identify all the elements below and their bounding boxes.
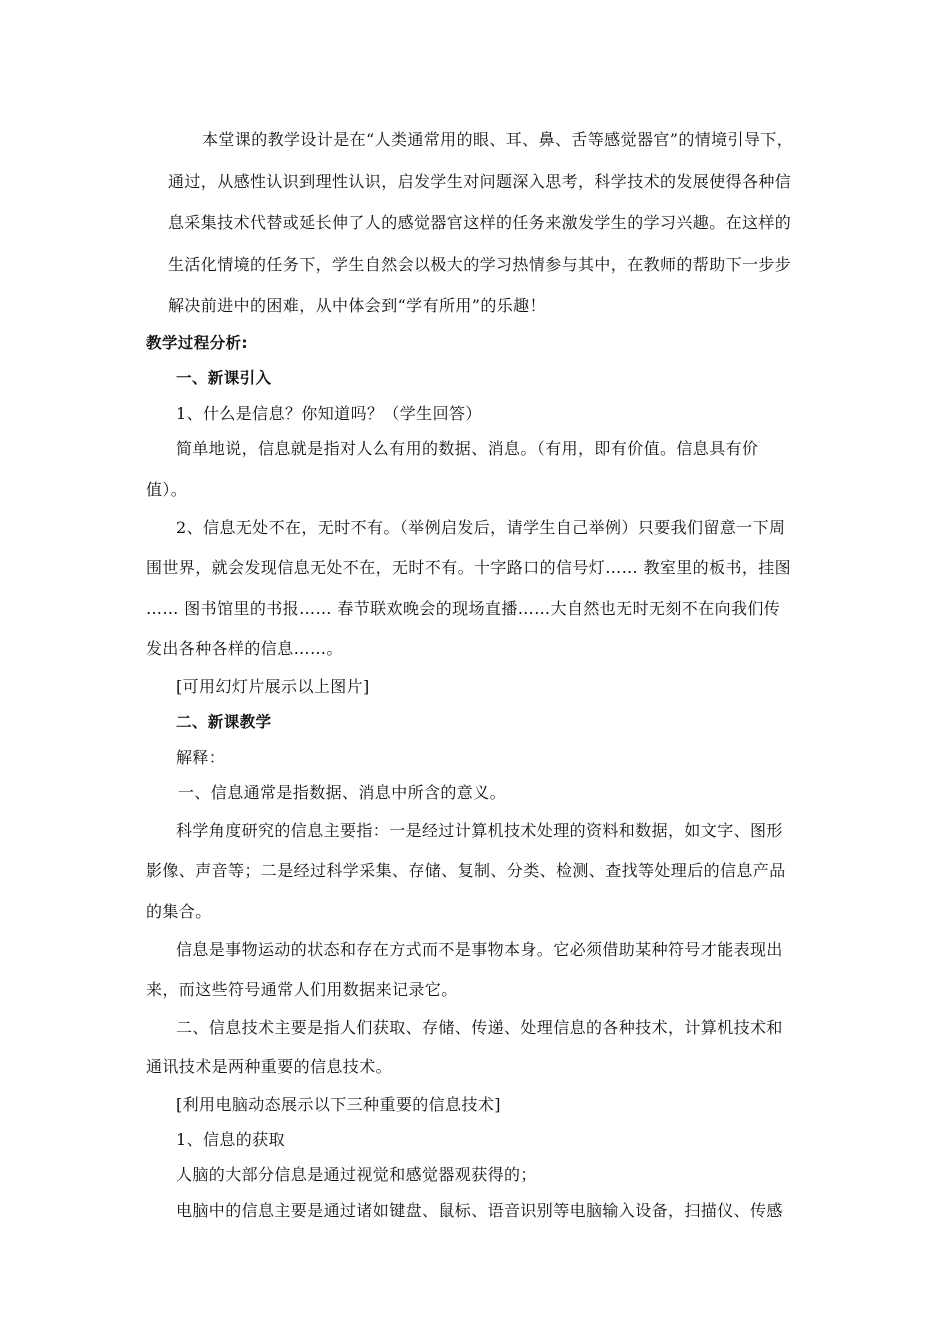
section1-answer-line-2: 值）。 bbox=[146, 480, 188, 499]
intro-line-4: 生活化情境的任务下，学生自然会以极大的学习热情参与其中，在教师的帮助下一步步 bbox=[168, 255, 792, 274]
point-1-detail-line-3: 的集合。 bbox=[146, 902, 212, 921]
intro-line-2: 通过，从感性认识到理性认识，启发学生对问题深入思考，科学技术的发展使得各种信 bbox=[168, 172, 792, 191]
slide-note: [可用幻灯片展示以上图片] bbox=[176, 677, 370, 696]
point-1-detail-line-2: 影像、声音等；二是经过科学采集、存储、复制、分类、检测、查找等处理后的信息产品 bbox=[146, 861, 786, 880]
section1-question-1: 1、什么是信息？你知道吗？（学生回答） bbox=[176, 404, 482, 423]
point-2-line-1: 二、信息技术主要是指人们获取、存储、传递、处理信息的各种技术，计算机技术和 bbox=[176, 1018, 783, 1037]
intro-line-1: 本堂课的教学设计是在“人类通常用的眼、耳、鼻、舌等感觉器官”的情境引导下， bbox=[202, 130, 794, 149]
section1-question-2-line-2: 围世界，就会发现信息无处不在，无时不有。十字路口的信号灯…… 教室里的板书，挂图 bbox=[146, 558, 792, 577]
explain-label: 解释： bbox=[176, 748, 226, 767]
point-1-extra-line-2: 来，而这些符号通常人们用数据来记录它。 bbox=[146, 980, 458, 999]
acquisition-line-2: 电脑中的信息主要是通过诸如键盘、鼠标、语音识别等电脑输入设备，扫描仪、传感 bbox=[176, 1201, 783, 1220]
section1-question-2-line-3: …… 图书馆里的书报…… 春节联欢晚会的现场直播……大自然也无时无刻不在向我们传 bbox=[146, 599, 781, 618]
computer-note: [利用电脑动态展示以下三种重要的信息技术] bbox=[176, 1095, 501, 1114]
point-1: 一、信息通常是指数据、消息中所含的意义。 bbox=[178, 783, 507, 802]
subheading-info-acquisition: 1、信息的获取 bbox=[176, 1130, 285, 1149]
point-2-line-2: 通讯技术是两种重要的信息技术。 bbox=[146, 1057, 393, 1076]
section1-question-2-line-4: 发出各种各样的信息……。 bbox=[146, 639, 343, 658]
point-1-extra-line-1: 信息是事物运动的状态和存在方式而不是事物本身。它必须借助某种符号才能表现出 bbox=[176, 940, 783, 959]
point-1-detail-line-1: 科学角度研究的信息主要指：一是经过计算机技术处理的资料和数据，如文字、图形 bbox=[176, 821, 783, 840]
section1-question-2-line-1: 2、信息无处不在，无时不有。（举例启发后，请学生自己举例）只要我们留意一下周 bbox=[176, 518, 786, 537]
section1-heading: 一、新课引入 bbox=[176, 369, 272, 387]
analysis-heading: 教学过程分析: bbox=[146, 334, 248, 352]
acquisition-line-1: 人脑的大部分信息是通过视觉和感觉器观获得的； bbox=[176, 1165, 537, 1184]
section1-answer-line-1: 简单地说，信息就是指对人么有用的数据、消息。（有用，即有价值。信息具有价 bbox=[176, 439, 759, 458]
intro-line-3: 息采集技术代替或延长伸了人的感觉器官这样的任务来激发学生的学习兴趣。在这样的 bbox=[168, 213, 792, 232]
intro-line-5: 解决前进中的困难，从中体会到“学有所用”的乐趣！ bbox=[168, 296, 546, 315]
section2-heading: 二、新课教学 bbox=[176, 713, 272, 731]
